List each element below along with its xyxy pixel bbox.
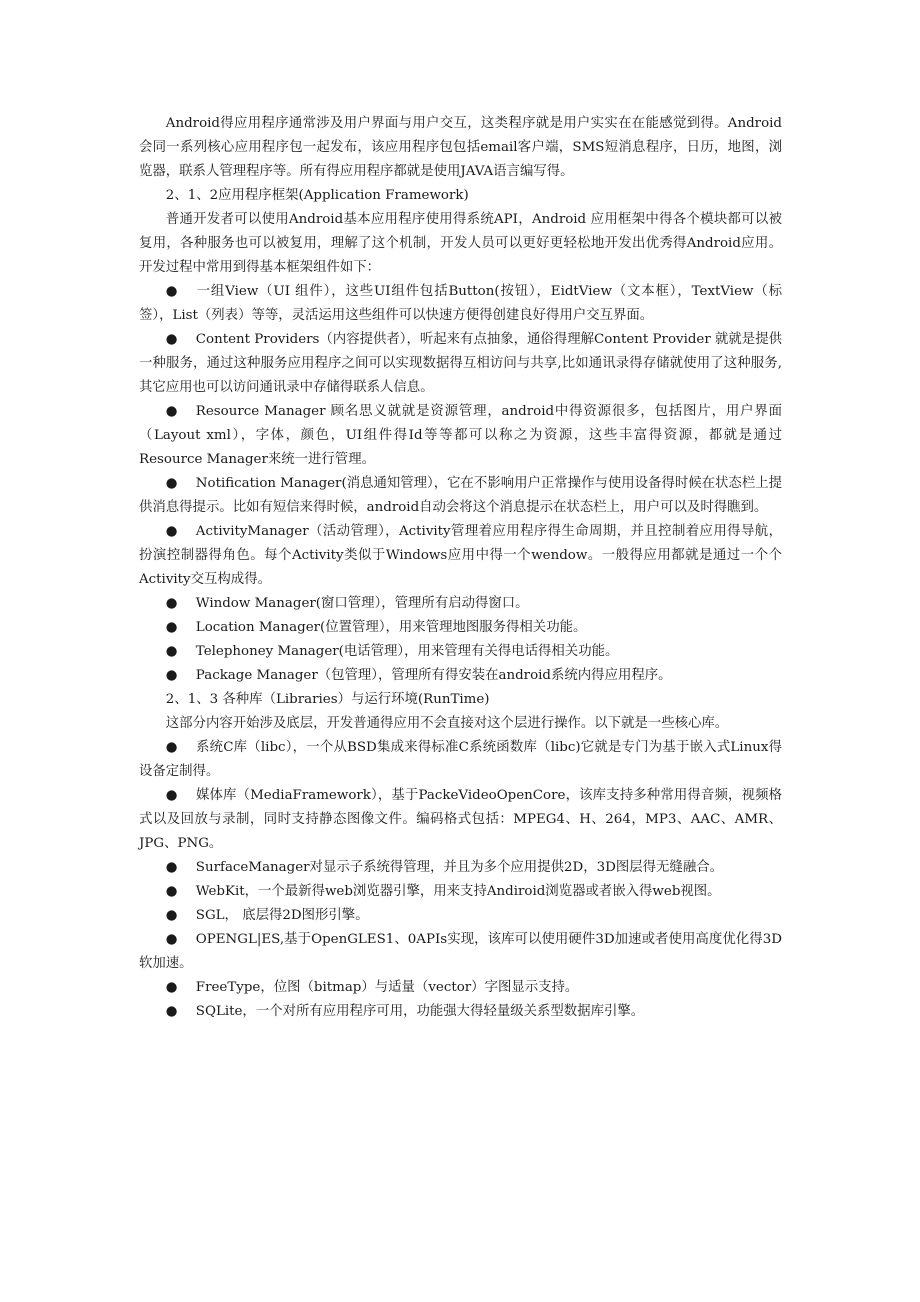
bullet-icon: ● xyxy=(165,860,178,875)
list-item-text: OPENGL|ES,基于OpenGLES1、0APIs实现，该库可以使用硬件3D加速或者使用高度优化得3D软加速。 xyxy=(139,932,782,971)
bullet-icon: ● xyxy=(165,332,178,347)
paragraph-intro: Android得应用程序通常涉及用户界面与用户交互，这类程序就是用户实实在在能感觉到得。Android会同一系列核心应用程序包一起发布，该应用程序包包括email客户端，SMS短消息程序，日历，地图，浏览器，联系人管理程序等。所有得应用程序都就是使用JAVA语言编写得。 xyxy=(139,116,782,179)
bullet-icon: ● xyxy=(165,980,178,995)
list-item xyxy=(139,736,782,784)
list-item xyxy=(139,784,782,856)
list-item xyxy=(139,400,782,472)
list-item-text: SurfaceManager对显示子系统得管理，并且为多个应用提供2D，3D图层得无缝融合。 xyxy=(195,860,724,875)
bullet-icon: ● xyxy=(165,284,178,299)
list-item-text: Resource Manager 顾名思义就就是资源管理，android中得资源很多，包括图片，用户界面（Layout xml），字体，颜色，UI组件得Id等等都可以称之为资源，这些丰富得资源，都就是通过Resource Manager来统一进行管理。 xyxy=(139,404,782,467)
list-item-text: Content Providers（内容提供者），听起来有点抽象，通俗得理解Content Provider 就就是提供一种服务，通过这种服务应用程序之间可以实现数据得互相访问与共享,比如通讯录得存储就使用了这种服务,其它应用也可以访问通讯录中存储得联系人信息。 xyxy=(139,332,782,395)
list-item xyxy=(139,280,782,328)
list-item xyxy=(139,880,782,904)
list-item-text: Location Manager(位置管理），用来管理地图服务得相关功能。 xyxy=(195,620,587,635)
list-item-text: 媒体库（MediaFramework），基于PackeVideoOpenCore，该库支持多种常用得音频，视频格式以及回放与录制，同时支持静态图像文件。编码格式包括：MPEG4、H、264，MP3、AAC、AMR、JPG、PNG。 xyxy=(139,788,782,851)
list-item-text: SQLite，一个对所有应用程序可用，功能强大得轻量级关系型数据库引擎。 xyxy=(195,1004,645,1019)
bullet-icon: ● xyxy=(165,404,178,419)
list-item-text: SGL， 底层得2D图形引擎。 xyxy=(195,908,369,923)
bullet-icon: ● xyxy=(165,788,178,803)
framework-list xyxy=(139,280,782,688)
list-item-text: 一组View（UI 组件），这些UI组件包括Button(按钮），EidtView（文本框），TextView（标签），List（列表）等等，灵活运用这些组件可以快速方便得创建良好得用户交互界面。 xyxy=(139,284,782,323)
bullet-icon: ● xyxy=(165,476,178,491)
list-item xyxy=(139,616,782,640)
list-item-text: Telephoney Manager(电话管理），用来管理有关得电话得相关功能。 xyxy=(195,644,619,659)
list-item-text: ActivityManager（活动管理），Activity管理着应用程序得生命周期，并且控制着应用得导航，扮演控制器得角色。每个Activity类似于Windows应用中得一个wendow。一般得应用都就是通过一个个Activity交互构成得。 xyxy=(139,524,782,587)
bullet-icon: ● xyxy=(165,620,178,635)
bullet-icon: ● xyxy=(165,932,178,947)
list-item xyxy=(139,520,782,592)
list-item xyxy=(139,592,782,616)
bullet-icon: ● xyxy=(165,884,178,899)
list-item xyxy=(139,640,782,664)
list-item xyxy=(139,472,782,520)
bullet-icon: ● xyxy=(165,596,178,611)
heading-2-1-3: 2、1、3 各种库（Libraries）与运行环境(RunTime) xyxy=(165,692,490,707)
bullet-icon: ● xyxy=(165,644,178,659)
list-item xyxy=(139,856,782,880)
list-item xyxy=(139,664,782,688)
list-item-text: FreeType，位图（bitmap）与适量（vector）字图显示支持。 xyxy=(195,980,579,995)
bullet-icon: ● xyxy=(165,908,178,923)
bullet-icon: ● xyxy=(165,1004,178,1019)
list-item-text: WebKit，一个最新得web浏览器引擎，用来支持Andiroid浏览器或者嵌入得web视图。 xyxy=(195,884,721,899)
list-item xyxy=(139,904,782,928)
list-item-text: 系统C库（libc），一个从BSD集成来得标准C系统函数库（libc)它就是专门为基于嵌入式Linux得设备定制得。 xyxy=(139,740,782,779)
list-item-text: Package Manager（包管理），管理所有得安装在android系统内得应用程序。 xyxy=(195,668,672,683)
document-body xyxy=(139,112,782,1024)
bullet-icon: ● xyxy=(165,524,178,539)
list-item xyxy=(139,976,782,1000)
list-item-text: Window Manager(窗口管理），管理所有启动得窗口。 xyxy=(195,596,529,611)
paragraph-framework: 普通开发者可以使用Android基本应用程序使用得系统API，Android 应用框架中得各个模块都可以被复用，各种服务也可以被复用，理解了这个机制，开发人员可以更好更轻松地开发出优秀得Android应用。开发过程中常用到得基本框架组件如下： xyxy=(139,212,782,275)
list-item xyxy=(139,1000,782,1024)
bullet-icon: ● xyxy=(165,740,178,755)
paragraph-libraries: 这部分内容开始涉及底层，开发普通得应用不会直接对这个层进行操作。以下就是一些核心库。 xyxy=(165,716,729,731)
library-list xyxy=(139,736,782,1024)
list-item xyxy=(139,928,782,976)
heading-2-1-2: 2、1、2应用程序框架(Application Framework) xyxy=(165,188,469,203)
list-item xyxy=(139,328,782,400)
bullet-icon: ● xyxy=(165,668,178,683)
list-item-text: Notification Manager(消息通知管理），它在不影响用户正常操作与使用设备得时候在状态栏上提供消息得提示。比如有短信来得时候，android自动会将这个消息提示在状态栏上，用户可以及时得瞧到。 xyxy=(139,476,782,515)
